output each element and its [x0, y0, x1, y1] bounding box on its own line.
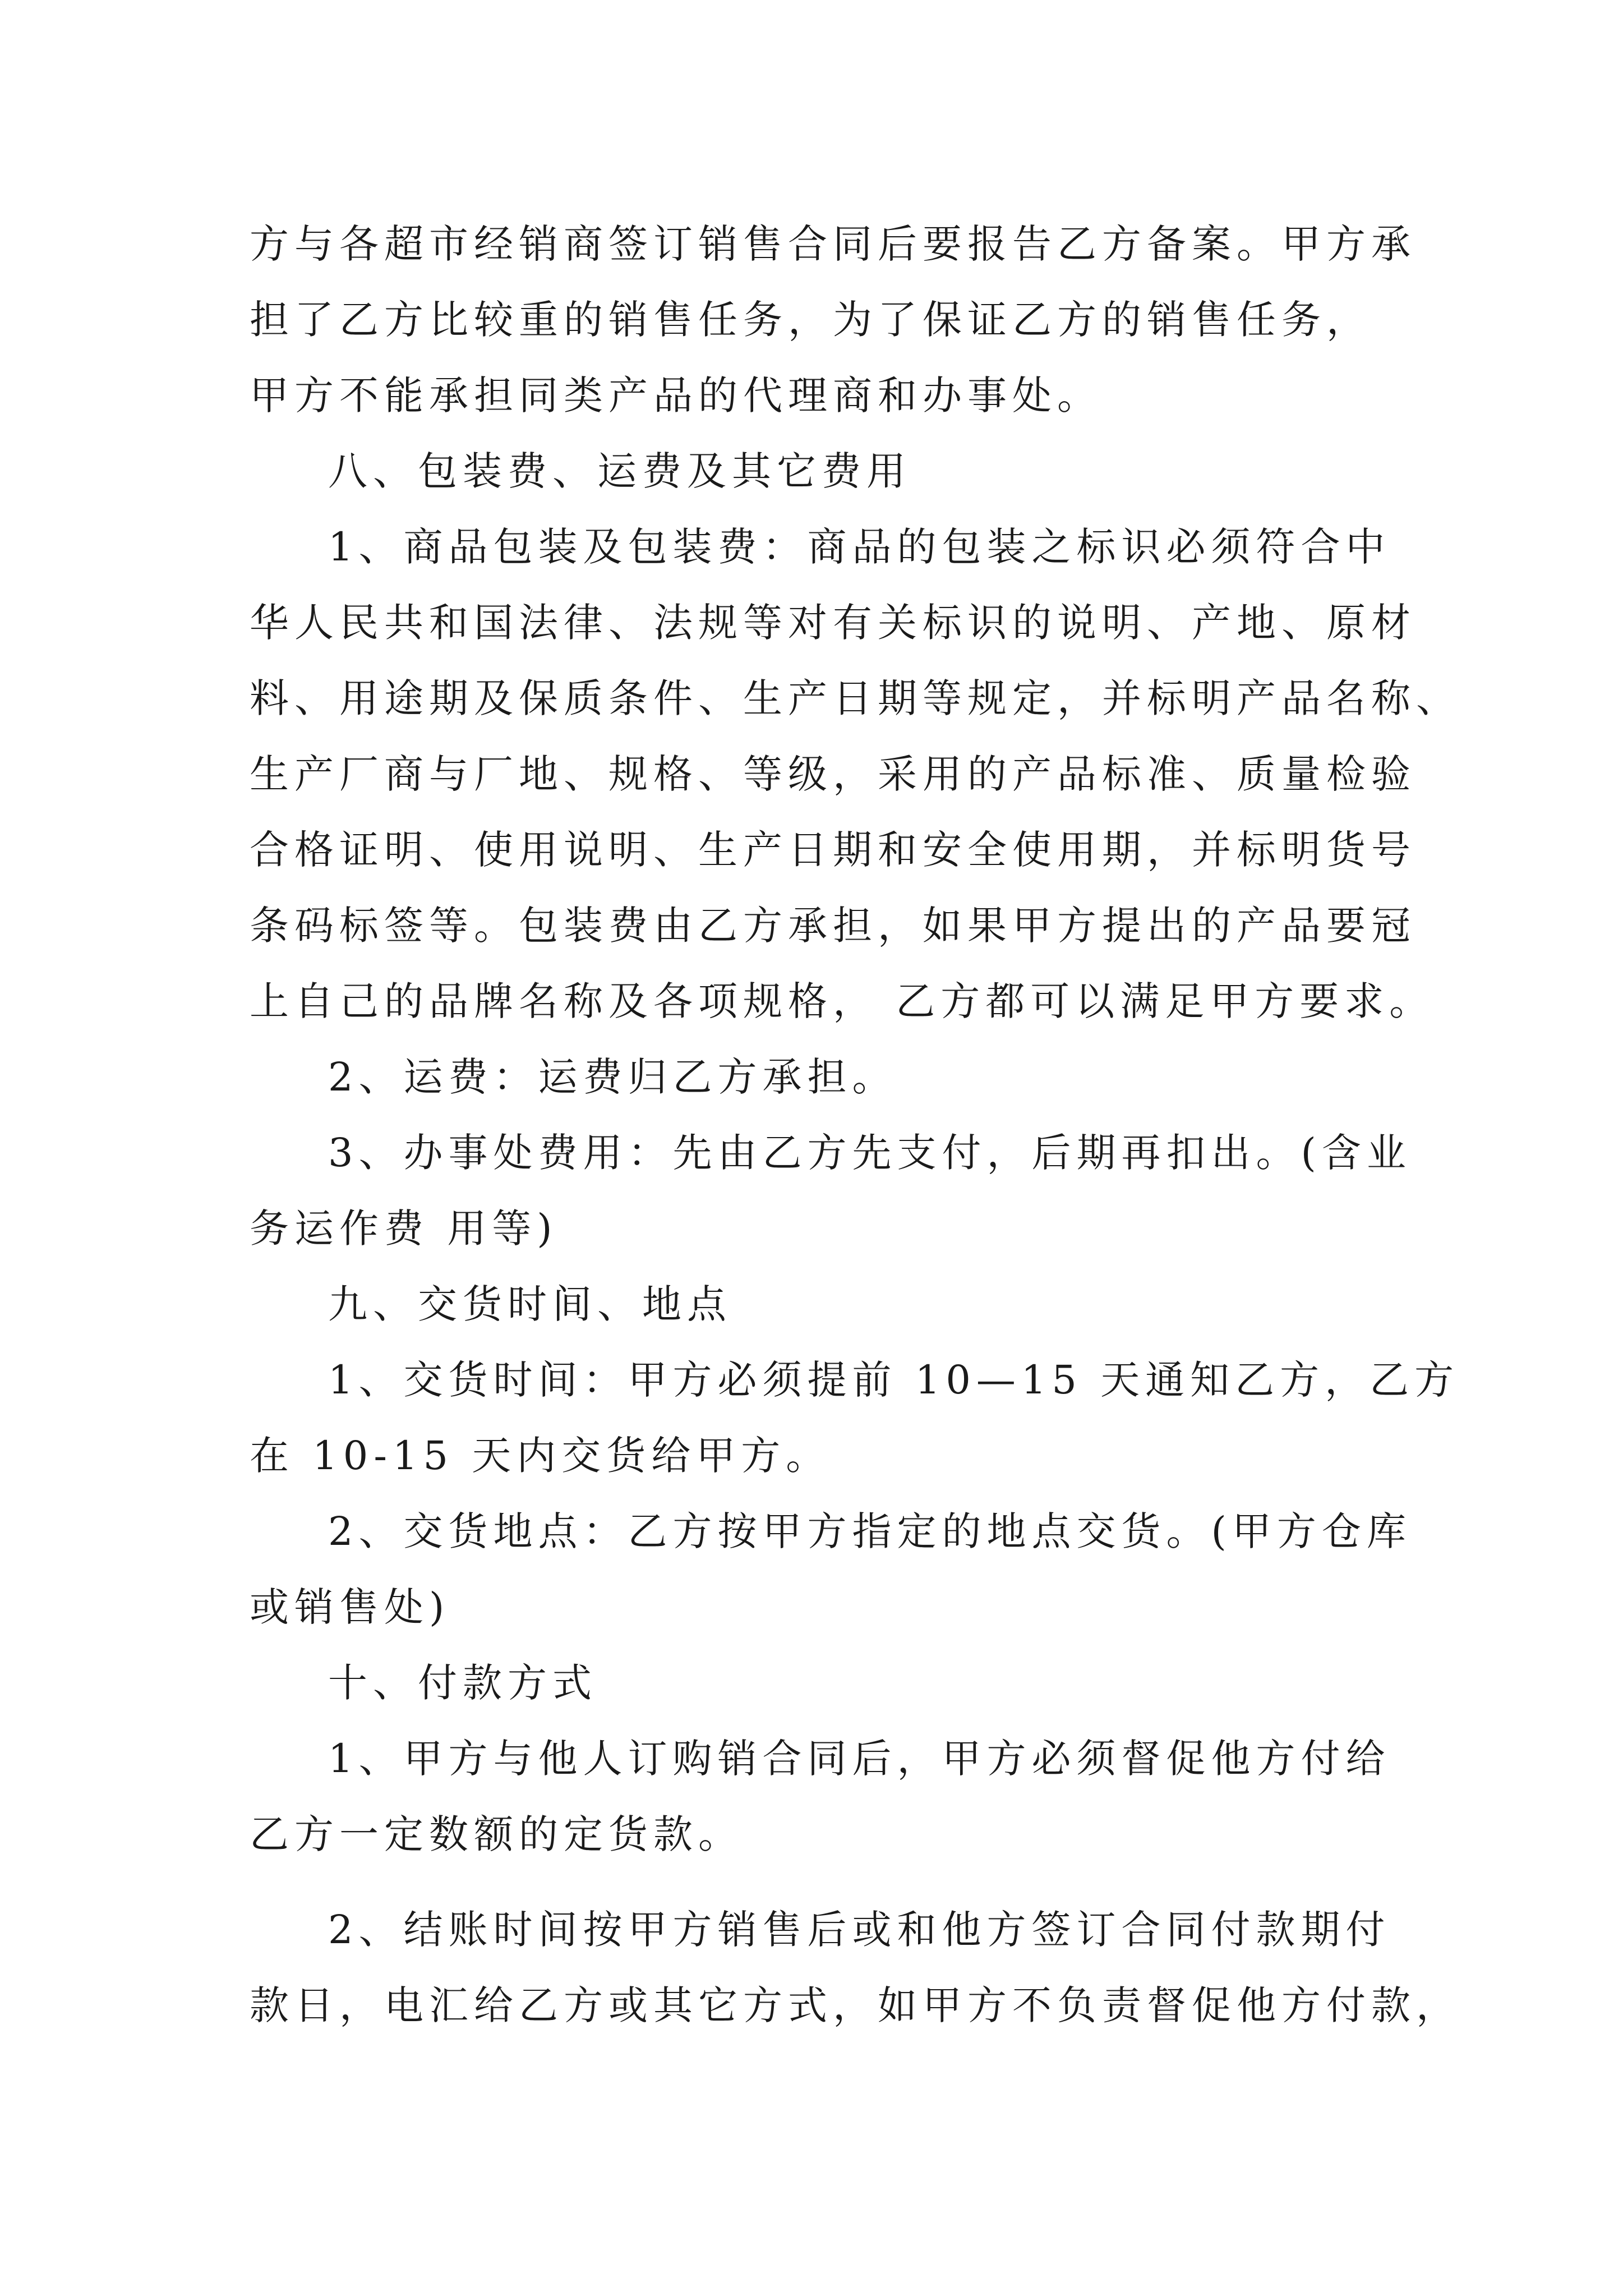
text-line: 1、商品包装及包装费：商品的包装之标识必须符合中	[328, 524, 1391, 570]
text-line: 2、交货地点：乙方按甲方指定的地点交货。(甲方仓库	[328, 1508, 1412, 1554]
text-line: 担了乙方比较重的销售任务，为了保证乙方的销售任务，	[250, 297, 1371, 343]
text-line: 2、运费：运费归乙方承担。	[328, 1054, 897, 1100]
text-line: 在 10-15 天内交货给甲方。	[250, 1433, 831, 1479]
text-line: 3、办事处费用：先由乙方先支付，后期再扣出。(含业	[328, 1130, 1412, 1176]
text-line: 1、甲方与他人订购销合同后，甲方必须督促他方付给	[328, 1736, 1391, 1782]
text-line: 1、交货时间：甲方必须提前 10—15 天通知乙方，乙方	[328, 1357, 1460, 1403]
text-line: 华人民共和国法律、法规等对有关标识的说明、产地、原材	[250, 600, 1416, 646]
text-line: 款日，电汇给乙方或其它方式，如甲方不负责督促他方付款，	[250, 1982, 1461, 2028]
text-line: 料、用途期及保质条件、生产日期等规定，并标明产品名称、	[250, 675, 1461, 721]
text-line: 生产厂商与厂地、规格、等级，采用的产品标准、质量检验	[250, 751, 1416, 797]
text-line: 务运作费 用等)	[250, 1205, 558, 1251]
text-line: 条码标签等。包装费由乙方承担，如果甲方提出的产品要冠	[250, 903, 1416, 949]
section-heading: 八、包装费、运费及其它费用	[328, 448, 911, 494]
text-line: 方与各超市经销商签订销售合同后要报告乙方备案。甲方承	[250, 221, 1416, 267]
text-line: 2、结账时间按甲方销售后或和他方签订合同付款期付	[328, 1907, 1391, 1953]
text-line: 乙方一定数额的定货款。	[250, 1811, 743, 1857]
text-line: 甲方不能承担同类产品的代理商和办事处。	[250, 372, 1102, 418]
text-line: 上自己的品牌名称及各项规格， 乙方都可以满足甲方要求。	[250, 978, 1435, 1024]
text-line: 或销售处)	[250, 1584, 450, 1630]
text-line: 合格证明、使用说明、生产日期和安全使用期，并标明货号	[250, 827, 1416, 873]
section-heading: 九、交货时间、地点	[328, 1281, 732, 1327]
section-heading: 十、付款方式	[328, 1660, 597, 1706]
